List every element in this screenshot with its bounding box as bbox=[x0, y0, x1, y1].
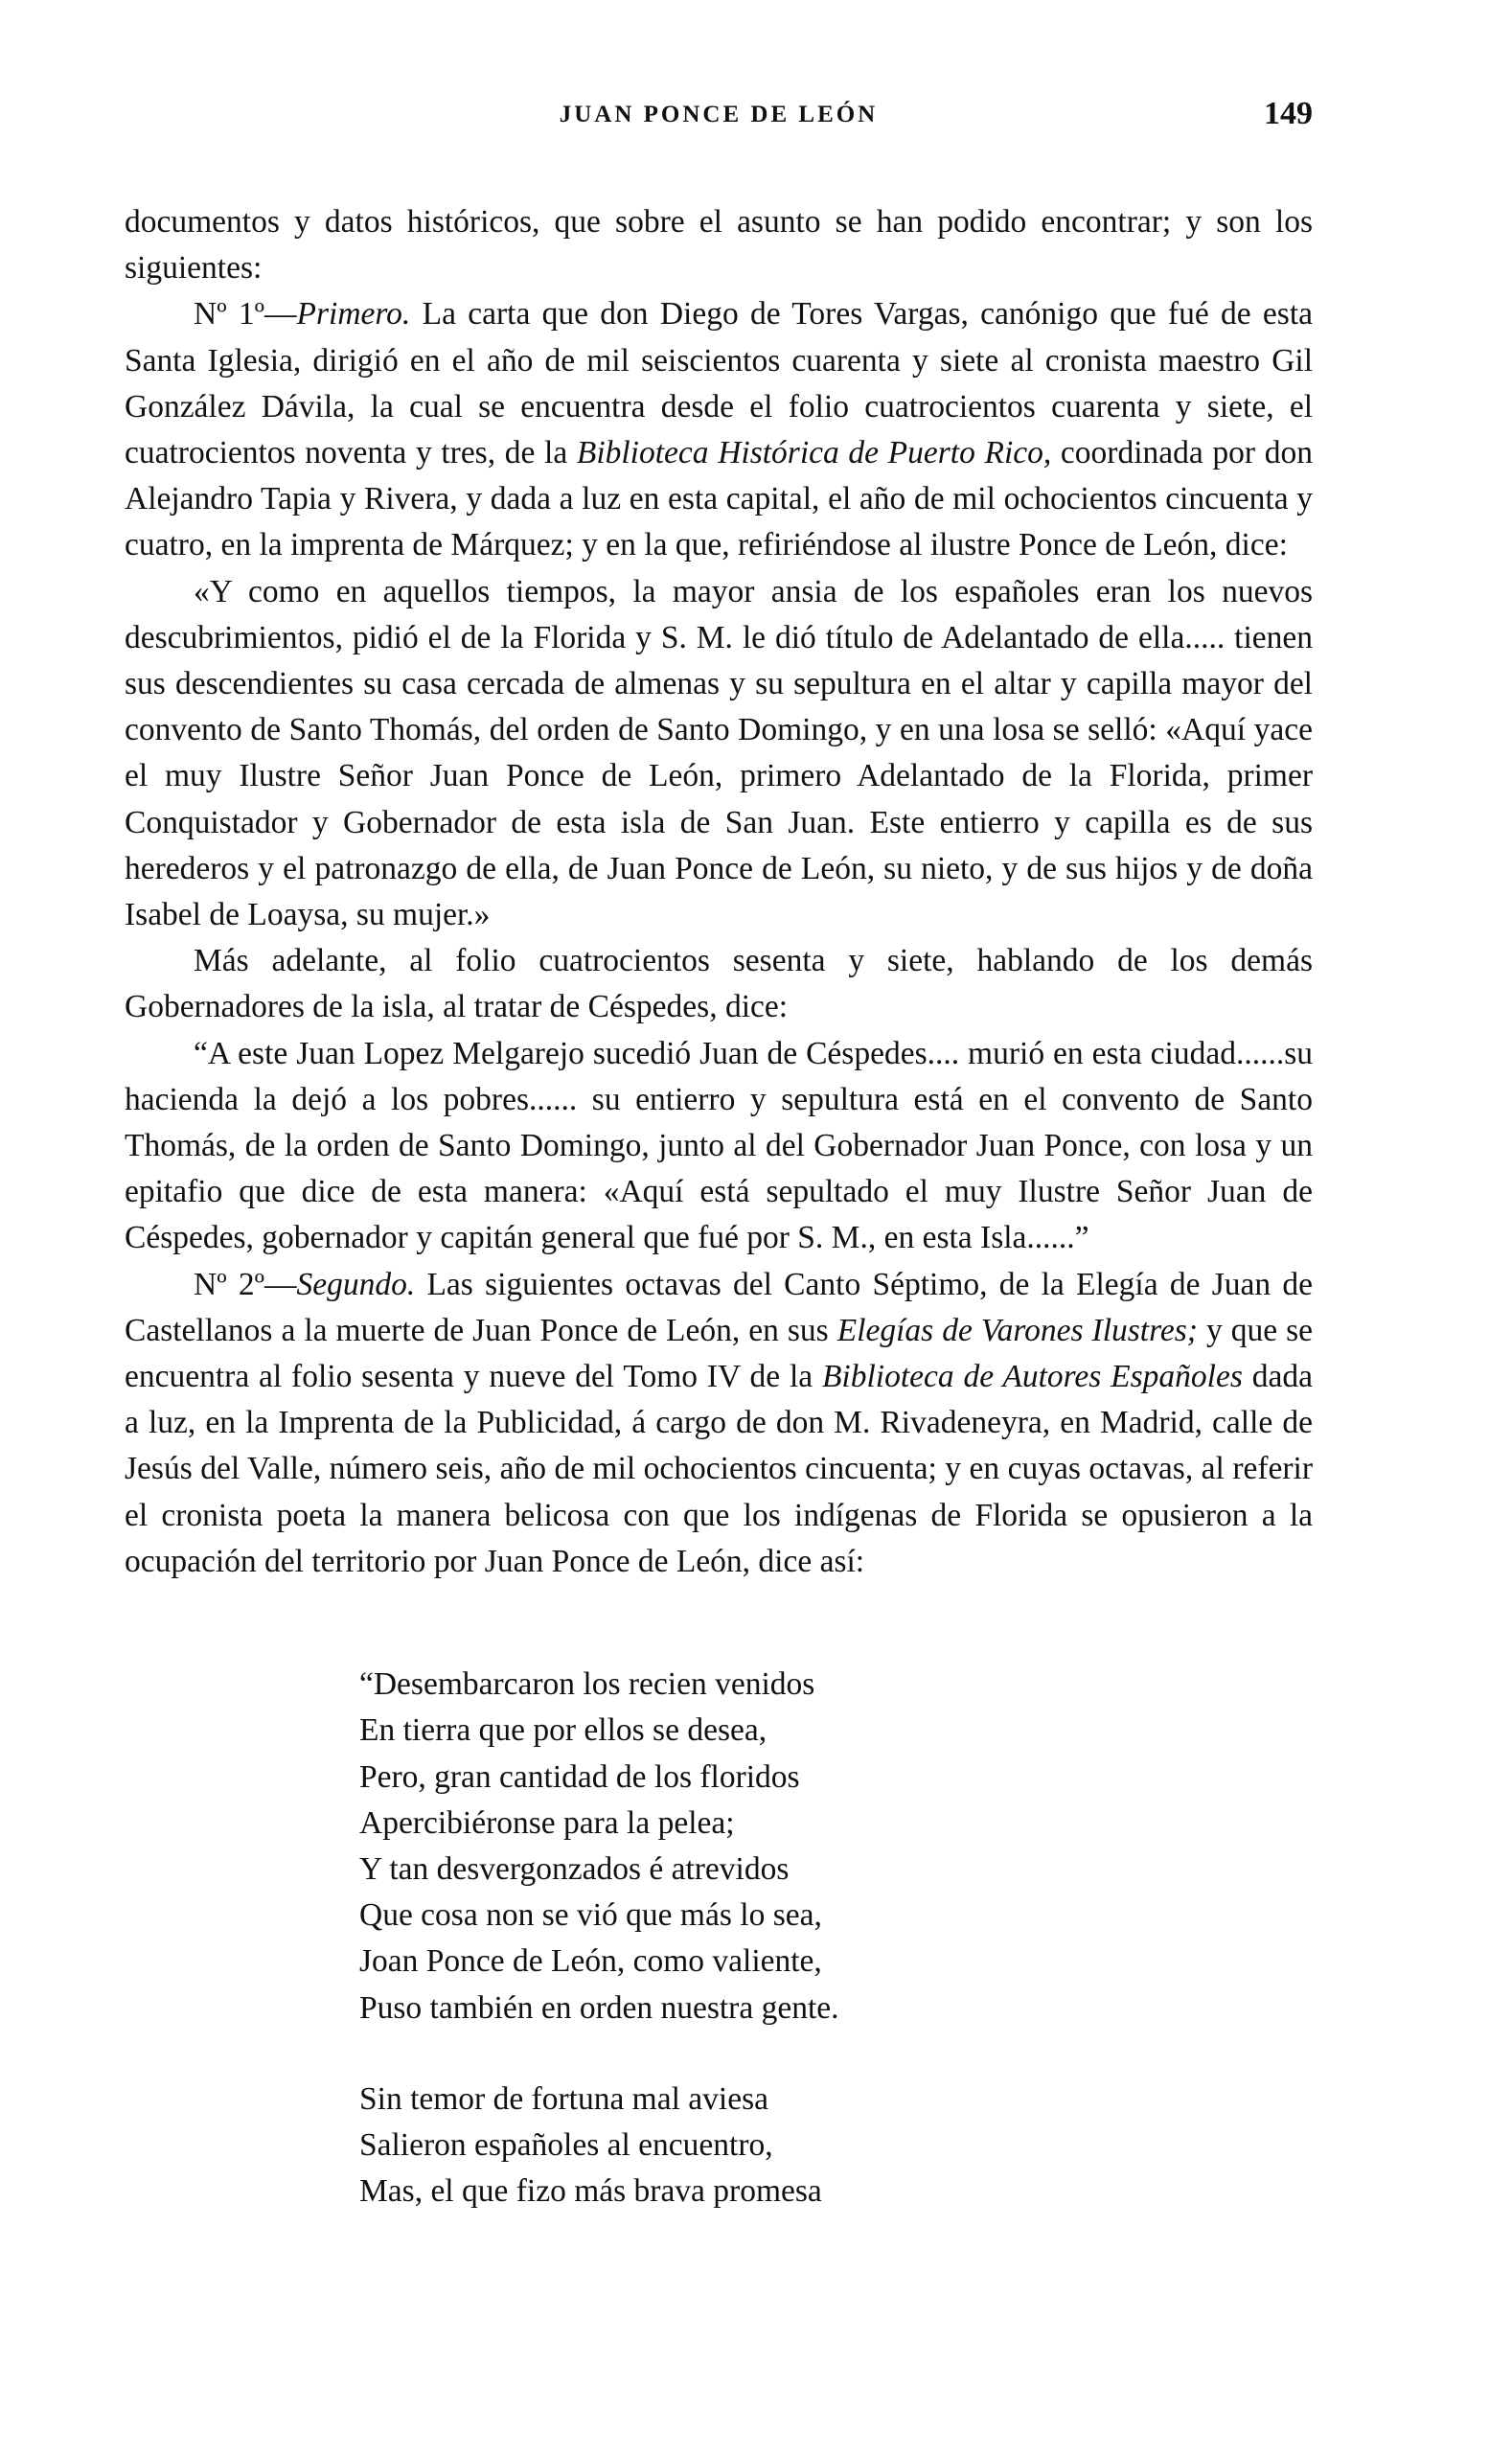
verse-line: Puso también en orden nuestra gente. bbox=[359, 1989, 839, 2026]
text-segment: “A este Juan Lopez Melgarejo sucedió Juan de Céspedes.... murió en esta ciudad......su hacienda la dejó a los pobres...... su entierro y sepultura está en el convento de Santo Thomás, de la orden de Santo Domingo, junto al del Gobernador Juan Ponce, con losa y un epitafio que dice de esta manera: «Aquí está sepultado el muy Ilustre Señor Juan de Céspedes, gobernador y capitán general que fué por S. M., en esta Isla......” bbox=[125, 1035, 1313, 1256]
italic-text: Primero. bbox=[296, 296, 411, 333]
text-segment: Nº 1º— bbox=[194, 296, 297, 333]
italic-text: Biblioteca Histórica de Puerto Rico, bbox=[576, 435, 1052, 471]
paragraph bbox=[125, 1031, 1313, 1262]
body-text bbox=[125, 199, 1313, 1585]
paragraph bbox=[125, 291, 1313, 568]
italic-text: Biblioteca de Autores Españoles bbox=[821, 1359, 1243, 1395]
text-segment: y que se encuentra al folio sesenta y nueve del Tomo IV de la bbox=[125, 1312, 1313, 1395]
italic-text: Segundo. bbox=[296, 1266, 416, 1302]
paragraph bbox=[125, 199, 1313, 291]
verse-line: Joan Ponce de León, como valiente, bbox=[359, 1943, 822, 1980]
text-segment: dada a luz, en la Imprenta de la Publicidad, á cargo de don M. Rivadeneyra, en Madrid, calle de Jesús del Valle, número seis, año de mil ochocientos cincuenta; y en cuyas octavas, al referir el cronista poeta la manera belicosa con que los indígenas de Florida se opusieron a la ocupación del territorio por Juan Ponce de León, dice así: bbox=[125, 1359, 1313, 1579]
verse-line: “Desembarcaron los recien venidos bbox=[359, 1666, 815, 1703]
stanza bbox=[359, 2077, 1313, 2215]
running-header bbox=[125, 88, 1313, 146]
text-segment: Más adelante, al folio cuatrocientos sesenta y siete, hablando de los demás Gobernadores de la isla, al tratar de Céspedes, dice: bbox=[125, 943, 1313, 1025]
verse-line: Pero, gran cantidad de los floridos bbox=[359, 1758, 800, 1795]
verse-line: En tierra que por ellos se desea, bbox=[359, 1712, 767, 1749]
verse-line: Sin temor de fortuna mal aviesa bbox=[359, 2080, 768, 2117]
paragraph bbox=[125, 938, 1313, 1030]
running-title: JUAN PONCE DE LEÓN bbox=[559, 102, 879, 127]
text-segment: La carta que don Diego de Tores Vargas, canónigo que fué de esta Santa Iglesia, dirigió en el año de mil seiscientos cuarenta y siete al cronista maestro Gil González Dávila, la cual se encuentra desde el folio cuatrocientos cuarenta y siete, el cuatrocientos noventa y tres, de la bbox=[125, 296, 1313, 471]
paragraph bbox=[125, 569, 1313, 939]
text-segment: «Y como en aquellos tiempos, la mayor ansia de los españoles eran los nuevos descubrimientos, pidió el de la Florida y S. M. le dió título de Adelantado de ella..... tienen sus descendientes su casa cercada de almenas y su sepultura en el altar y capilla mayor del convento de Santo Thomás, del orden de Santo Domingo, y en una losa se selló: «Aquí yace el muy Ilustre Señor Juan Ponce de León, primero Adelantado de la Florida, primer Conquistador y Gobernador de esta isla de San Juan. Este entierro y capilla es de sus herederos y el patronazgo de ella, de Juan Ponce de León, su nieto, y de sus hijos y de doña Isabel de Loaysa, su mujer.» bbox=[125, 573, 1313, 933]
verse-line: Apercibiéronse para la pelea; bbox=[359, 1804, 735, 1841]
verse-line: Mas, el que fizo más brava promesa bbox=[359, 2173, 822, 2210]
page-number: 149 bbox=[1264, 96, 1313, 131]
text-segment: coordinada por don Alejandro Tapia y Rivera, y dada a luz en esta capital, el año de mil ochocientos cincuenta y cuatro, en la imprenta de Márquez; y en la que, refiriéndose al ilustre Ponce de León, dice: bbox=[125, 435, 1313, 563]
text-segment: Las siguientes octavas del Canto Séptimo, de la Elegía de Juan de Castellanos a la muerte de Juan Ponce de León, en sus bbox=[125, 1266, 1313, 1348]
italic-text: Elegías de Varones Ilustres; bbox=[836, 1312, 1198, 1348]
document-page bbox=[125, 88, 1313, 2260]
text-segment: Nº 2º— bbox=[194, 1266, 297, 1302]
stanza bbox=[359, 1662, 1313, 2031]
verse-line: Que cosa non se vió que más lo sea, bbox=[359, 1897, 822, 1934]
paragraph bbox=[125, 1262, 1313, 1585]
text-segment: documentos y datos históricos, que sobre el asunto se han podido encontrar; y son los siguientes: bbox=[125, 204, 1313, 287]
verse-line: Y tan desvergonzados é atrevidos bbox=[359, 1850, 790, 1887]
verse-line: Salieron españoles al encuentro, bbox=[359, 2126, 773, 2163]
verse-block bbox=[359, 1662, 1313, 2215]
